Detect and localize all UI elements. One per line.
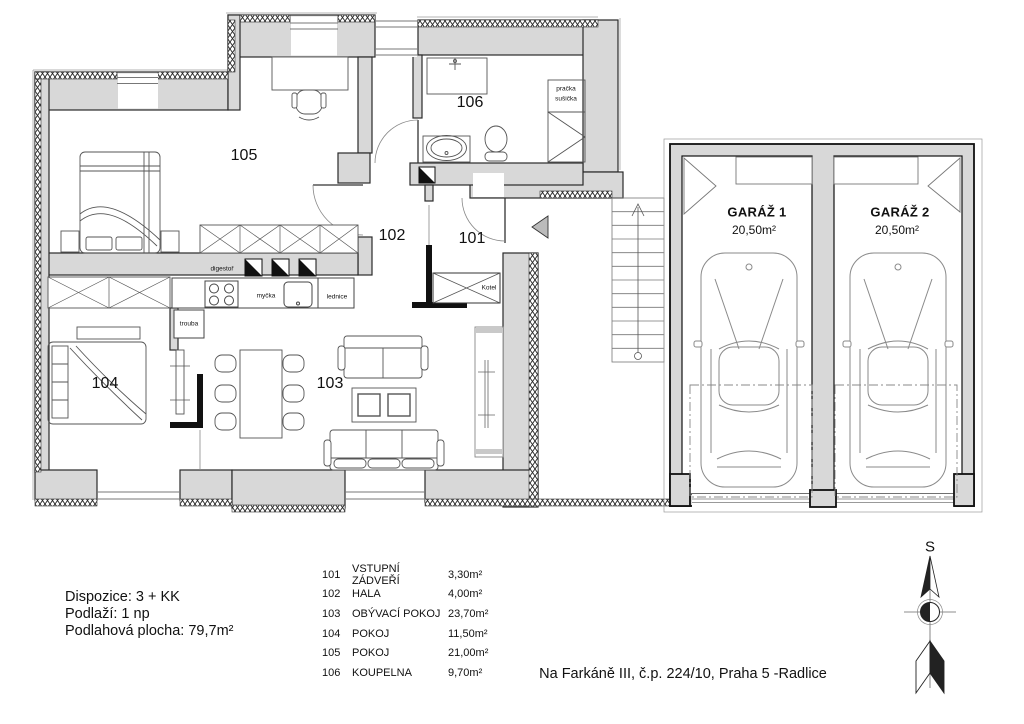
- kotel-label: Kotel: [481, 284, 497, 292]
- mycka-label: myčka: [256, 292, 276, 300]
- legend-code: 106: [322, 666, 341, 679]
- room-label-106: 106: [456, 94, 484, 111]
- room-label-102: 102: [378, 227, 406, 244]
- compass-icon: [904, 556, 956, 693]
- trouba-label: trouba: [179, 320, 199, 328]
- legend-row: [322, 663, 488, 683]
- legend-row: [322, 604, 488, 624]
- legend-name: HALA: [352, 588, 381, 601]
- room-legend: [322, 562, 489, 683]
- digestor-label: digestoř: [210, 265, 234, 273]
- terrace-window: [475, 327, 503, 457]
- address-line: Na Farkáně III, č.p. 224/10, Praha 5 -Radlice: [539, 666, 827, 682]
- legend-area: 11,50m²: [448, 627, 488, 640]
- info-podlazi: Podlaží: 1 np: [65, 606, 150, 622]
- garage2-name: GARÁŽ 2: [870, 204, 930, 220]
- kitchen-counter: [172, 278, 354, 338]
- sofa-group: [324, 336, 444, 470]
- legend-name: OBÝVACÍ POKOJ: [352, 607, 441, 620]
- legend-row: [322, 585, 488, 605]
- susicka-label: sušička: [555, 95, 577, 103]
- room-label-104: 104: [91, 375, 119, 392]
- legend-code: 105: [322, 647, 341, 660]
- legend-row: [322, 643, 488, 663]
- stairs: [612, 198, 664, 362]
- bedroom-104-furniture: [48, 277, 170, 424]
- sliding-door-104: [170, 350, 203, 470]
- legend-name: KOUPELNA: [352, 666, 412, 679]
- garage-block: [664, 139, 982, 512]
- legend-area: 23,70m²: [448, 607, 489, 620]
- legend-name: VSTUPNÍ ZÁDVEŘÍ: [352, 562, 400, 587]
- compass-north-label: S: [924, 538, 936, 556]
- legend-area: 21,00m²: [448, 647, 489, 660]
- room-label-105: 105: [230, 147, 258, 164]
- hall-elements: [412, 205, 500, 308]
- garage1-area: 20,50m²: [731, 223, 777, 237]
- room-label-103: 103: [316, 375, 344, 392]
- legend-row: [322, 624, 488, 644]
- legend-code: 103: [322, 607, 341, 620]
- legend-area: 3,30m²: [448, 568, 483, 581]
- garage1-name: GARÁŽ 1: [727, 204, 787, 220]
- legend-area: 9,70m²: [448, 666, 483, 679]
- legend-row: [322, 562, 488, 587]
- room-label-101: 101: [458, 230, 486, 247]
- dining-set: [215, 350, 304, 438]
- bathroom-fixtures: [423, 58, 585, 162]
- car-icon: [694, 253, 804, 487]
- legend-code: 101: [322, 568, 341, 581]
- plan-info-block: [65, 589, 233, 640]
- pracka-label: pračka: [556, 85, 576, 93]
- entrance-arrow-marker: [532, 216, 548, 238]
- legend-name: POKOJ: [352, 627, 390, 640]
- car-icon: [843, 253, 953, 487]
- garage2-area: 20,50m²: [874, 223, 920, 237]
- legend-name: POKOJ: [352, 647, 390, 660]
- legend-code: 104: [322, 627, 341, 640]
- info-plocha: Podlahová plocha: 79,7m²: [65, 623, 234, 639]
- lednice-label: lednice: [326, 293, 348, 301]
- legend-code: 102: [322, 588, 341, 601]
- info-dispozice: Dispozice: 3 + KK: [65, 589, 180, 605]
- legend-area: 4,00m²: [448, 588, 483, 601]
